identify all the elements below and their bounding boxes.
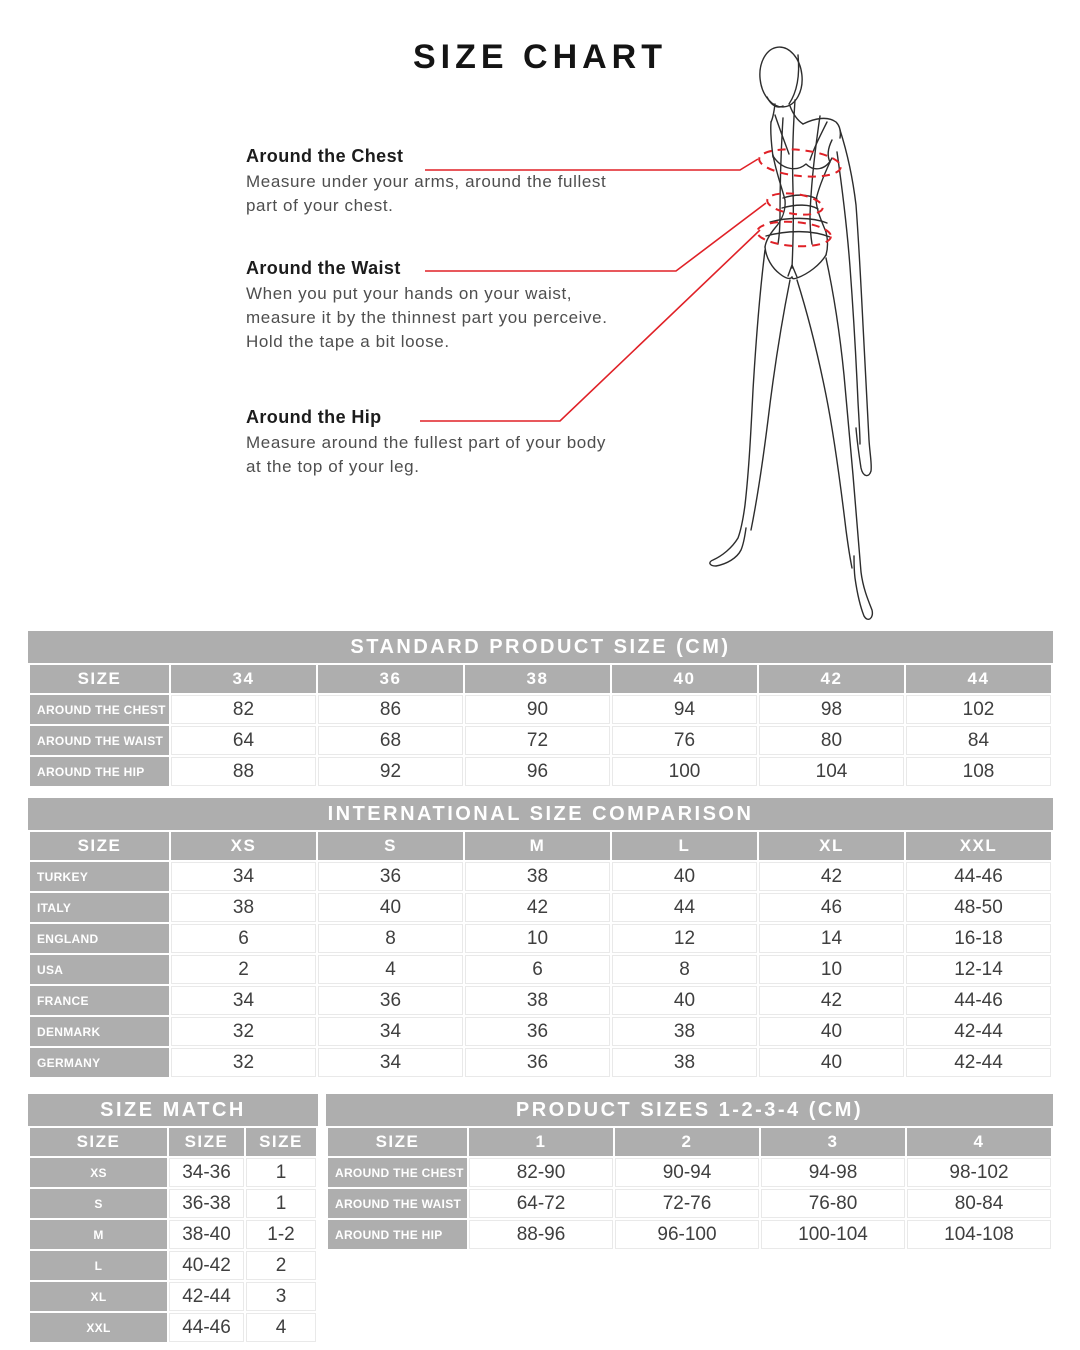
- table-cell: 34: [318, 1048, 463, 1077]
- page-title: SIZE CHART: [413, 38, 667, 76]
- table-cell: 40: [759, 1017, 904, 1046]
- table-cell: 100: [612, 757, 757, 786]
- table-cell: 8: [318, 924, 463, 953]
- table-cell: 42: [759, 862, 904, 891]
- table-header-row: [30, 832, 1051, 860]
- table-row: [30, 1158, 316, 1187]
- column-header: 2: [615, 1128, 759, 1156]
- row-label: AROUND THE CHEST: [328, 1158, 467, 1187]
- row-label: AROUND THE HIP: [328, 1220, 467, 1249]
- table-cell: 44-46: [169, 1313, 244, 1342]
- table-cell: 42-44: [169, 1282, 244, 1311]
- table-cell: 94: [612, 695, 757, 724]
- hip-measure-ellipse: [756, 219, 831, 248]
- size-match-table-title: SIZE MATCH: [28, 1094, 318, 1126]
- table-cell: 72: [465, 726, 610, 755]
- table-cell: 44-46: [906, 862, 1051, 891]
- table-row: [30, 1282, 316, 1311]
- standard-product-size-table: [28, 631, 1053, 788]
- table-header-row: [30, 665, 1051, 693]
- table-cell: 34-36: [169, 1158, 244, 1187]
- column-header: SIZE: [30, 832, 169, 860]
- column-header: SIZE: [169, 1128, 244, 1156]
- table-cell: 98: [759, 695, 904, 724]
- table-cell: 3: [246, 1282, 316, 1311]
- column-header: SIZE: [328, 1128, 467, 1156]
- table-cell: 44-46: [906, 986, 1051, 1015]
- table-cell: 42-44: [906, 1017, 1051, 1046]
- table-row: [30, 955, 1051, 984]
- table-cell: 76: [612, 726, 757, 755]
- table-cell: 34: [171, 862, 316, 891]
- table-row: [30, 986, 1051, 1015]
- table-cell: 38: [612, 1048, 757, 1077]
- table-row: [328, 1189, 1051, 1218]
- table-cell: 6: [171, 924, 316, 953]
- column-header: 3: [761, 1128, 905, 1156]
- table-cell: 12: [612, 924, 757, 953]
- table-cell: 90-94: [615, 1158, 759, 1187]
- table-cell: 44: [612, 893, 757, 922]
- table-header-row: [328, 1128, 1051, 1156]
- column-header: 1: [469, 1128, 613, 1156]
- table-cell: 82-90: [469, 1158, 613, 1187]
- annotation-hip: [246, 407, 624, 479]
- product-sizes-table: [326, 1094, 1053, 1251]
- table-cell: 108: [906, 757, 1051, 786]
- table-cell: 36: [318, 986, 463, 1015]
- column-header: XXL: [906, 832, 1051, 860]
- table-cell: 1: [246, 1158, 316, 1187]
- table-cell: 40: [612, 862, 757, 891]
- table-row: [30, 757, 1051, 786]
- table-cell: 100-104: [761, 1220, 905, 1249]
- table-cell: 12-14: [906, 955, 1051, 984]
- table-cell: 38: [465, 986, 610, 1015]
- row-label: ITALY: [30, 893, 169, 922]
- table-cell: 46: [759, 893, 904, 922]
- column-header: 38: [465, 665, 610, 693]
- row-label: TURKEY: [30, 862, 169, 891]
- column-header: S: [318, 832, 463, 860]
- product-sizes-table-title: PRODUCT SIZES 1-2-3-4 (CM): [326, 1094, 1053, 1126]
- table-row: [30, 1048, 1051, 1077]
- table-row: [30, 893, 1051, 922]
- column-header: SIZE: [30, 665, 169, 693]
- size-match-table: [28, 1094, 318, 1344]
- table-cell: 36: [465, 1048, 610, 1077]
- row-label: ENGLAND: [30, 924, 169, 953]
- table-cell: 40: [612, 986, 757, 1015]
- table-cell: 2: [171, 955, 316, 984]
- column-header: L: [612, 832, 757, 860]
- column-header: XL: [759, 832, 904, 860]
- row-label: M: [30, 1220, 167, 1249]
- table-cell: 38: [612, 1017, 757, 1046]
- table-cell: 1-2: [246, 1220, 316, 1249]
- table-cell: 72-76: [615, 1189, 759, 1218]
- table-cell: 98-102: [907, 1158, 1051, 1187]
- column-header: 4: [907, 1128, 1051, 1156]
- table-cell: 42: [759, 986, 904, 1015]
- table-cell: 40: [318, 893, 463, 922]
- row-label: AROUND THE CHEST: [30, 695, 169, 724]
- table-cell: 34: [318, 1017, 463, 1046]
- table-cell: 38-40: [169, 1220, 244, 1249]
- annotation-hip-body: Measure around the fullest part of your body at the top of your leg.: [246, 433, 606, 477]
- table-cell: 64-72: [469, 1189, 613, 1218]
- row-label: XL: [30, 1282, 167, 1311]
- annotation-waist-heading: Around the Waist: [246, 258, 401, 278]
- table-cell: 6: [465, 955, 610, 984]
- table-cell: 94-98: [761, 1158, 905, 1187]
- table-cell: 36: [465, 1017, 610, 1046]
- annotation-hip-heading: Around the Hip: [246, 407, 382, 427]
- waist-measure-ellipse: [766, 190, 824, 218]
- column-header: 36: [318, 665, 463, 693]
- column-header: 42: [759, 665, 904, 693]
- column-header: 40: [612, 665, 757, 693]
- table-cell: 88: [171, 757, 316, 786]
- row-label: S: [30, 1189, 167, 1218]
- table-row: [30, 726, 1051, 755]
- table-cell: 92: [318, 757, 463, 786]
- international-table-title: INTERNATIONAL SIZE COMPARISON: [28, 798, 1053, 830]
- row-label: XS: [30, 1158, 167, 1187]
- table-header-row: [30, 1128, 316, 1156]
- standard-table-title: STANDARD PRODUCT SIZE (CM): [28, 631, 1053, 663]
- table-cell: 10: [465, 924, 610, 953]
- international-size-comparison-table: [28, 798, 1053, 1079]
- table-cell: 42-44: [906, 1048, 1051, 1077]
- table-row: [30, 862, 1051, 891]
- row-label: USA: [30, 955, 169, 984]
- table-cell: 1: [246, 1189, 316, 1218]
- table-cell: 96: [465, 757, 610, 786]
- table-row: [328, 1220, 1051, 1249]
- row-label: DENMARK: [30, 1017, 169, 1046]
- row-label: FRANCE: [30, 986, 169, 1015]
- table-row: [30, 695, 1051, 724]
- row-label: AROUND THE WAIST: [328, 1189, 467, 1218]
- table-cell: 64: [171, 726, 316, 755]
- table-cell: 48-50: [906, 893, 1051, 922]
- table-cell: 86: [318, 695, 463, 724]
- table-cell: 102: [906, 695, 1051, 724]
- table-cell: 96-100: [615, 1220, 759, 1249]
- table-cell: 82: [171, 695, 316, 724]
- table-cell: 10: [759, 955, 904, 984]
- table-cell: 42: [465, 893, 610, 922]
- table-row: [328, 1158, 1051, 1187]
- table-row: [30, 1017, 1051, 1046]
- table-cell: 88-96: [469, 1220, 613, 1249]
- table-cell: 36-38: [169, 1189, 244, 1218]
- table-cell: 36: [318, 862, 463, 891]
- table-row: [30, 1313, 316, 1342]
- table-cell: 68: [318, 726, 463, 755]
- table-cell: 40-42: [169, 1251, 244, 1280]
- column-header: M: [465, 832, 610, 860]
- table-cell: 4: [318, 955, 463, 984]
- table-cell: 84: [906, 726, 1051, 755]
- table-cell: 104: [759, 757, 904, 786]
- table-cell: 32: [171, 1017, 316, 1046]
- table-cell: 80: [759, 726, 904, 755]
- table-cell: 38: [171, 893, 316, 922]
- row-label: L: [30, 1251, 167, 1280]
- table-cell: 4: [246, 1313, 316, 1342]
- annotation-chest-body: Measure under your arms, around the fullest part of your chest.: [246, 172, 607, 216]
- annotation-waist-body: When you put your hands on your waist, measure it by the thinnest part you perceive. Hold the tape a bit loose.: [246, 284, 608, 352]
- table-row: [30, 1220, 316, 1249]
- table-row: [30, 1251, 316, 1280]
- column-header: SIZE: [246, 1128, 316, 1156]
- table-row: [30, 1189, 316, 1218]
- croquis-outline: [710, 45, 873, 619]
- table-cell: 104-108: [907, 1220, 1051, 1249]
- table-cell: 76-80: [761, 1189, 905, 1218]
- table-cell: 90: [465, 695, 610, 724]
- column-header: 44: [906, 665, 1051, 693]
- table-cell: 8: [612, 955, 757, 984]
- row-label: AROUND THE WAIST: [30, 726, 169, 755]
- table-cell: 80-84: [907, 1189, 1051, 1218]
- column-header: XS: [171, 832, 316, 860]
- table-cell: 2: [246, 1251, 316, 1280]
- row-label: GERMANY: [30, 1048, 169, 1077]
- table-cell: 14: [759, 924, 904, 953]
- annotation-chest: [246, 146, 624, 218]
- table-cell: 34: [171, 986, 316, 1015]
- table-cell: 32: [171, 1048, 316, 1077]
- table-cell: 38: [465, 862, 610, 891]
- chest-measure-ellipse: [758, 146, 842, 180]
- column-header: SIZE: [30, 1128, 167, 1156]
- table-cell: 40: [759, 1048, 904, 1077]
- row-label: AROUND THE HIP: [30, 757, 169, 786]
- row-label: XXL: [30, 1313, 167, 1342]
- annotation-chest-heading: Around the Chest: [246, 146, 404, 166]
- table-row: [30, 924, 1051, 953]
- annotation-waist: [246, 258, 624, 354]
- table-cell: 16-18: [906, 924, 1051, 953]
- column-header: 34: [171, 665, 316, 693]
